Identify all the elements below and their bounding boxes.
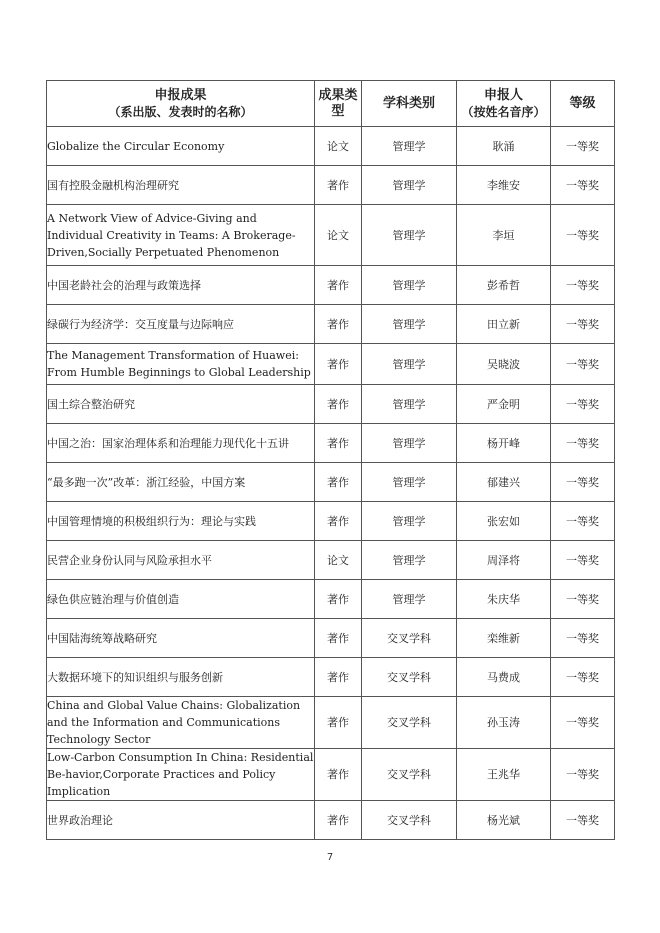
row-discipline: 管理学: [362, 127, 457, 166]
row-applicant: 朱庆华: [457, 580, 551, 619]
row-discipline: 管理学: [362, 385, 457, 424]
table-row: [47, 749, 615, 801]
table-row: [47, 502, 615, 541]
row-title: 国土综合整治研究: [47, 385, 315, 424]
row-grade: 一等奖: [551, 580, 615, 619]
row-type: 著作: [315, 166, 362, 205]
row-title: 中国之治：国家治理体系和治理能力现代化十五讲: [47, 424, 315, 463]
row-grade: 一等奖: [551, 344, 615, 385]
row-type: 著作: [315, 266, 362, 305]
row-type: 论文: [315, 205, 362, 266]
row-type: 著作: [315, 749, 362, 801]
row-grade: 一等奖: [551, 463, 615, 502]
table-row: [47, 166, 615, 205]
row-discipline: 交叉学科: [362, 697, 457, 749]
row-grade: 一等奖: [551, 801, 615, 840]
table-row: [47, 266, 615, 305]
row-grade: 一等奖: [551, 749, 615, 801]
row-discipline: 管理学: [362, 266, 457, 305]
row-title: Globalize the Circular Economy: [47, 127, 315, 166]
row-applicant: 彭希哲: [457, 266, 551, 305]
row-applicant: 耿涌: [457, 127, 551, 166]
table-row: [47, 205, 615, 266]
row-discipline: 管理学: [362, 305, 457, 344]
table-row: [47, 658, 615, 697]
row-type: 著作: [315, 463, 362, 502]
header-applicant-note: （按姓名音序）: [461, 104, 546, 119]
row-type: 著作: [315, 580, 362, 619]
row-grade: 一等奖: [551, 385, 615, 424]
row-discipline: 管理学: [362, 580, 457, 619]
row-discipline: 管理学: [362, 166, 457, 205]
table-row: [47, 344, 615, 385]
row-type: 著作: [315, 619, 362, 658]
table-row: [47, 580, 615, 619]
row-discipline: 交叉学科: [362, 801, 457, 840]
row-applicant: 周泽将: [457, 541, 551, 580]
awards-table: [46, 80, 615, 840]
row-grade: 一等奖: [551, 697, 615, 749]
row-grade: 一等奖: [551, 619, 615, 658]
row-title: 世界政治理论: [47, 801, 315, 840]
row-applicant: 杨光斌: [457, 801, 551, 840]
header-grade: 等级: [551, 81, 615, 127]
row-discipline: 管理学: [362, 463, 457, 502]
table-row: [47, 305, 615, 344]
row-applicant: 郁建兴: [457, 463, 551, 502]
row-grade: 一等奖: [551, 205, 615, 266]
row-grade: 一等奖: [551, 502, 615, 541]
row-type: 著作: [315, 658, 362, 697]
row-grade: 一等奖: [551, 266, 615, 305]
row-discipline: 交叉学科: [362, 619, 457, 658]
row-applicant: 田立新: [457, 305, 551, 344]
row-grade: 一等奖: [551, 424, 615, 463]
row-title: 民营企业身份认同与风险承担水平: [47, 541, 315, 580]
row-applicant: 杨开峰: [457, 424, 551, 463]
row-applicant: 李垣: [457, 205, 551, 266]
table-row: [47, 424, 615, 463]
row-applicant: 栾维新: [457, 619, 551, 658]
table-row: [47, 463, 615, 502]
row-applicant: 李维安: [457, 166, 551, 205]
row-title: 中国老龄社会的治理与政策选择: [47, 266, 315, 305]
row-type: 著作: [315, 697, 362, 749]
row-title: China and Global Value Chains: Globalization and the Information and Communications Technology Sector: [47, 697, 315, 749]
row-type: 著作: [315, 424, 362, 463]
row-discipline: 管理学: [362, 344, 457, 385]
header-applicant: 申报人 （按姓名音序）: [457, 81, 551, 127]
row-title: 国有控股金融机构治理研究: [47, 166, 315, 205]
header-title-note: （系出版、发表时的名称）: [108, 104, 253, 119]
row-applicant: 王兆华: [457, 749, 551, 801]
row-applicant: 张宏如: [457, 502, 551, 541]
row-type: 著作: [315, 502, 362, 541]
row-title: “最多跑一次”改革：浙江经验，中国方案: [47, 463, 315, 502]
row-discipline: 管理学: [362, 424, 457, 463]
row-discipline: 管理学: [362, 205, 457, 266]
row-discipline: 管理学: [362, 502, 457, 541]
row-title: A Network View of Advice-Giving and Individual Creativity in Teams: A Brokerage-Driven,Socially Perpetuated Phenomenon: [47, 205, 315, 266]
row-grade: 一等奖: [551, 305, 615, 344]
row-title: The Management Transformation of Huawei: From Humble Beginnings to Global Leadership: [47, 344, 315, 385]
table-row: [47, 385, 615, 424]
table-row: [47, 619, 615, 658]
row-grade: 一等奖: [551, 127, 615, 166]
row-type: 论文: [315, 541, 362, 580]
row-grade: 一等奖: [551, 658, 615, 697]
page-number: 7: [326, 852, 334, 863]
row-applicant: 孙玉涛: [457, 697, 551, 749]
row-type: 著作: [315, 801, 362, 840]
row-grade: 一等奖: [551, 166, 615, 205]
row-grade: 一等奖: [551, 541, 615, 580]
row-type: 论文: [315, 127, 362, 166]
row-title: Low-Carbon Consumption In China: Residential Be-havior,Corporate Practices and Policy Implication: [47, 749, 315, 801]
row-discipline: 管理学: [362, 541, 457, 580]
table-row: [47, 801, 615, 840]
row-title: 绿色供应链治理与价值创造: [47, 580, 315, 619]
table-row: [47, 541, 615, 580]
row-discipline: 交叉学科: [362, 658, 457, 697]
row-title: 绿碳行为经济学：交互度量与边际响应: [47, 305, 315, 344]
header-type: 成果类型: [315, 81, 362, 127]
row-applicant: 严金明: [457, 385, 551, 424]
table-header-row: [47, 81, 615, 127]
table-row: [47, 127, 615, 166]
row-type: 著作: [315, 385, 362, 424]
header-title: 申报成果 （系出版、发表时的名称）: [47, 81, 315, 127]
header-discipline: 学科类别: [362, 81, 457, 127]
row-discipline: 交叉学科: [362, 749, 457, 801]
row-title: 中国陆海统筹战略研究: [47, 619, 315, 658]
row-applicant: 马费成: [457, 658, 551, 697]
row-applicant: 吴晓波: [457, 344, 551, 385]
table-row: [47, 697, 615, 749]
row-title: 中国管理情境的积极组织行为：理论与实践: [47, 502, 315, 541]
row-type: 著作: [315, 305, 362, 344]
row-title: 大数据环境下的知识组织与服务创新: [47, 658, 315, 697]
row-type: 著作: [315, 344, 362, 385]
